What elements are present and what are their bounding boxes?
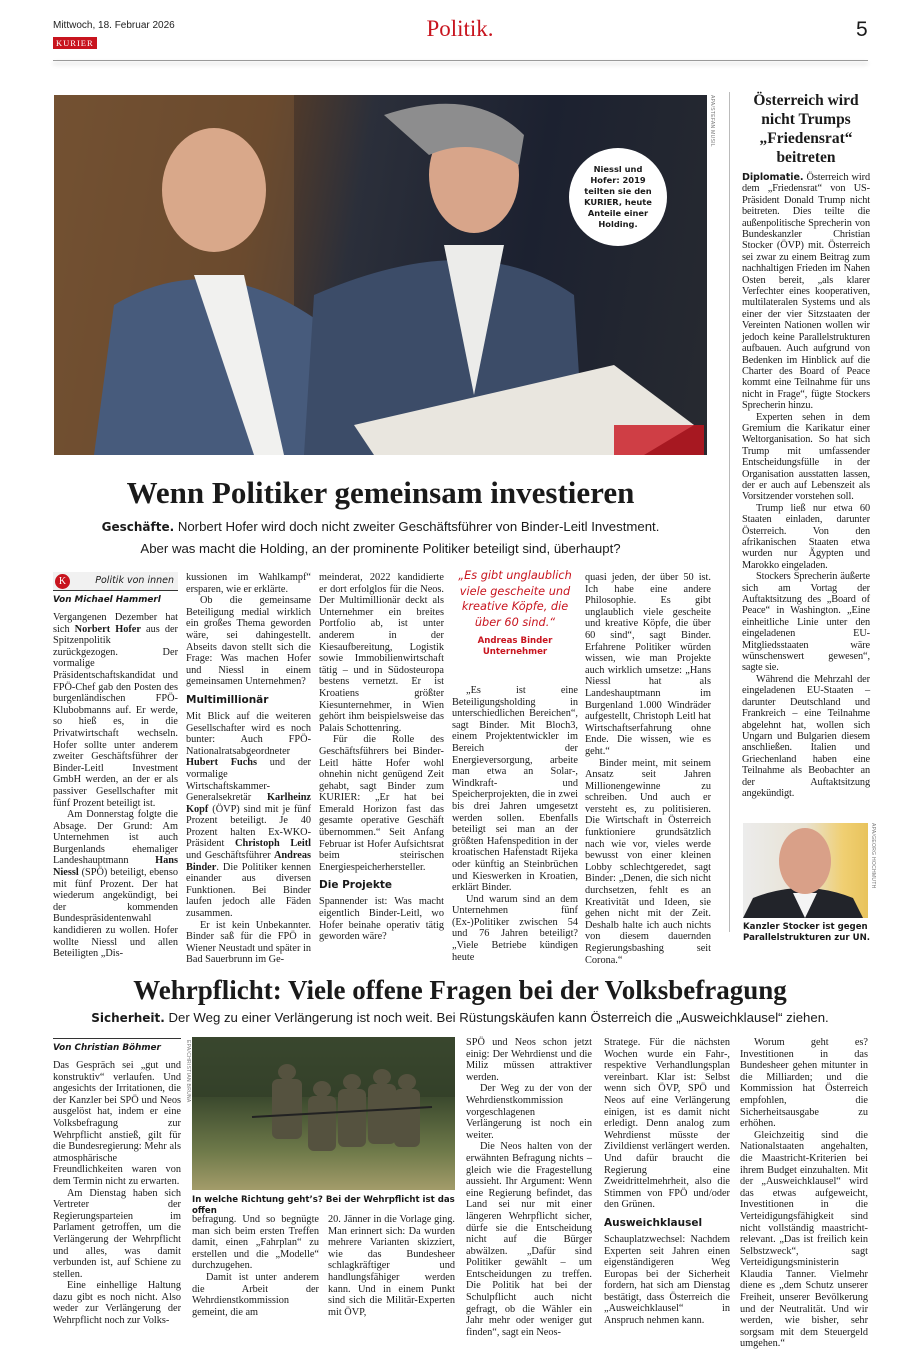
column-text xyxy=(452,685,578,963)
paragraph: Stratege. Für die nächsten Wochen wurde ein Fahr-, respektive Verhandlungsplan vereinbart. Klar ist: Selbst wenn sich ÖVP, SPÖ und Neos auf eine Verlängerung einigen, ist es damit nicht erledigt. Denn analog zum Wehrdienst müsste der Zivildienst verlängert werden. Und dafür braucht die Regierung eine Zweidrittelmehrheit, also die Stimmen von FPÖ und/oder den Grünen. xyxy=(604,1037,730,1211)
photo-bubble-text: Niessl und Hofer: 2019 teilten sie den KURIER, heute Anteile einer Holding. xyxy=(584,164,652,229)
paragraph: Eine einhellige Haltung dazu gibt es noch nicht. Also weder zur Verlängerung der Wehrpflicht noch zur Volks- xyxy=(53,1280,181,1327)
pull-quote-name: Andreas Binder xyxy=(477,636,553,646)
paragraph: Stockers Sprecherin äußerte sich am Vortag der Auftaktsitzung des „Board of Peace“ in Washington. „Eine einheitliche Linie unter den eingeladenen EU-Mitgliedsstaaten wäre wünschenswert gewesen“, sagte sie. xyxy=(742,571,870,674)
portrait-figure xyxy=(743,823,868,918)
second-column-6 xyxy=(740,1037,868,1350)
lead-column-1 xyxy=(53,572,178,960)
paragraph: Damit ist unter anderem die Arbeit der Wehrdienstkommission gemeint, die am xyxy=(192,1271,319,1318)
paragraph: Er ist kein Unbekannter. Binder saß für die FPÖ in Wiener Neustadt und später in Bad Sauerbrunn im Ge- xyxy=(186,919,311,966)
paragraph: Und warum sind an dem Unternehmen fünf (Ex-)Politiker zwischen 54 und 76 Jahren beteiligt? „Viele Betriebe kündigen heute xyxy=(452,893,578,963)
bold-name: Hubert Fuchs xyxy=(186,757,258,769)
paragraph: Während die Mehrzahl der eingeladenen EU-Staaten – darunter Deutschland und Frankreich – eine Teilnahme abgelehnt hat, wollen sich Ungarn und Bulgarien diesem anschließen. Italien und Griechenland haben eine Teilnahme als Beobachter an der Auftaktsitzung angekündigt. xyxy=(742,673,870,799)
kicker: Diplomatie. xyxy=(742,172,804,183)
deck-line-1: Norbert Hofer wird doch nicht zweiter Geschäftsführer von Binder-Leitl Investment. xyxy=(177,519,660,534)
bold-name: Norbert Hofer xyxy=(74,623,141,635)
second-column-2 xyxy=(192,1214,319,1318)
column-text xyxy=(466,1037,592,1338)
paragraph: befragung. Und so begnügte man sich beim ersten Treffen damit, einen „Fahrplan“ zu erstellen und die „Modelle“ durchzugehen. xyxy=(192,1214,319,1272)
column-text xyxy=(585,572,711,966)
paragraph: Trump ließ nur etwa 60 Staaten einladen, darunter Österreich. Von den afrikanischen Staaten etwa wurden nur Ägypten und Marokko eingeladen. xyxy=(742,502,870,571)
byline: Von Christian Böhmer xyxy=(53,1038,181,1054)
column-text xyxy=(186,572,311,966)
paragraph: Spannender ist: Was macht eigentlich Binder-Leitl, wo Hofer beinahe operativ tätig geworden wäre? xyxy=(319,896,444,943)
column-text xyxy=(604,1037,730,1327)
sidebar-text xyxy=(742,172,870,799)
paragraph: Am Donnerstag folgte die Absage. Der Grund: Am Unternehmen ist auch Burgenlands ehemaliger Landeshauptmann Hans Niessl (SPÖ) beteiligt, ebenso mit fünf Prozent. Der hat wiederum angekündigt, bei der kommenden Bundespräsidentenwahl kandidieren zu wollen. Hofer wollte Niessl und allen Beteiligten „Dis- xyxy=(53,809,178,960)
photo-caption: Kanzler Stocker ist gegen Parallelstrukturen zur UN. xyxy=(743,922,871,943)
paragraph: Diplomatie. Österreich wird dem „Friedensrat“ von US-Präsident Donald Trump nicht beitreten. Dies teilte die außenpolitische Sprecherin von Bundeskanzler Christian Stocker (ÖVP) mit. Österreich sei zwar zu einem Beitrag zum nachhaltigen Frieden im Nahen Osten bereit, „als klarer Verfechter eines kooperativen, multilateralen Systems und als einer der vier Sitzstaaten der Vereinten Nationen wollen wir jedoch keine Parallelstrukturen aufbauen. Auch aufgrund von Bedenken im Hinblick auf die Charter des Board of Peace kommt eine Teilnahme für uns nicht in Frage“, fügte Stockers Sprecherin hinzu. xyxy=(742,172,870,412)
photo-credit: APA/GEORG HOCHMUTH xyxy=(870,823,876,889)
byline: Von Michael Hammerl xyxy=(53,595,161,605)
paragraph: Für die Rolle des Geschäftsführers bei Binder-Leitl hätte Hofer wohl ohnehin nicht genügend Zeit gehabt, sagt Binder zum KURIER: „Er hat bei Emerald Horizon fast das gesamte operative Geschäft übernommen.“ Seit Anfang Februar ist Hofer Aufsichtsrat beim steirischen Energiespeicherhersteller. xyxy=(319,734,444,873)
photo-bubble xyxy=(569,148,667,246)
paragraph: kussionen im Wahlkampf“ ersparen, wie er erklärte. xyxy=(186,572,311,595)
paragraph: Am Dienstag haben sich Vertreter der Regierungsparteien im Parlament getroffen, um die Verlängerung der Wehrpflicht und alles, was damit verbunden ist, auf Schiene zu stellen. xyxy=(53,1187,181,1280)
kurier-k-icon: K xyxy=(55,574,70,589)
paragraph: Ob die gemeinsame Beteiligung medial wirklich ein großes Thema geworden wäre, sei dahingestellt. Abseits davon stellt sich die Frage: Was machen Hofer und Niessl in einem gemeinsamen Unternehmen? xyxy=(186,595,311,688)
pull-quote xyxy=(452,568,578,658)
column-text xyxy=(328,1214,455,1318)
paragraph: quasi jeden, der über 50 ist. Ich habe eine andere Philosophie. Es gibt unglaublich viele gescheite und kreative Köpfe, die über 60 sind“, sagt Binder. Erfahrene Politiker würden wissen, wie man Projekte auch wirklich umsetze: „Hans Niessl hat als Landeshauptmann im Burgenland 1.000 Windräder aufgestellt, Christoph Leitl hat Wirtschaftserfahrung ohne Ende. Die wissen, wie es geht.“ xyxy=(585,572,711,757)
second-deck xyxy=(50,1007,870,1029)
pull-quote-text: „Es gibt unglaublich viele gescheite und kreative Köpfe, die über 60 sind.“ xyxy=(458,569,572,629)
second-column-1 xyxy=(53,1038,181,1327)
lead-column-2 xyxy=(186,572,311,966)
paragraph: Schauplatzwechsel: Nachdem Experten seit Jahren einen eigenständigeren Weg Europas bei der Sicherheit fordern, hat sich am Dienstag bestätigt, dass Österreich die „Ausweichklausel“ in Anspruch nehmen kann. xyxy=(604,1233,730,1327)
photo-caption: In welche Richtung geht’s? Bei der Wehrpflicht ist das offen xyxy=(192,1195,455,1216)
paragraph: Mit Blick auf die weiteren Gesellschafter wird es noch bunter: Auch FPÖ-Nationalratsabgeordneter Hubert Fuchs und der vormalige Wirtschaftskammer-Generalsekretär Karlheinz Kopf (ÖVP) sind mit je fünf Prozent beteiligt. Je 40 Prozent halten Ex-WKO-Präsident Christoph Leitl und Geschäftsführer Andreas Binder. Die Politiker kennen einander aus diversen Funktionen. Bei Binder laufen jedoch alle Fäden zusammen. xyxy=(186,710,311,920)
paragraph: Die Neos halten von der erwähnten Befragung nichts – gleich wie die Fragestellung aussieht. Ihr Argument: Wenn eine Regierung befindet, das Land sei nur mit einer längeren Wehrpflicht sicher, dürfe sie die Entscheidung nicht auf die Bürger abwälzen. „Dafür sind Politiker gewählt – um Entscheidungen zu treffen. Die Politik hat bei der Schulpflicht auch nicht gefragt, ob die Wähler ein Jahr mehr oder weniger gut finden“, sagt ein Neos- xyxy=(466,1141,592,1338)
stocker-photo xyxy=(743,823,868,918)
second-headline: Wehrpflicht: Viele offene Fragen bei der Volksbefragung xyxy=(133,975,787,1005)
subheading: Multimillionär xyxy=(186,693,269,706)
photo-credit: EPA/CHRISTIAN BRUNA xyxy=(185,1040,191,1103)
paragraph: meinderat, 2022 kandidierte er dort erfolglos für die Neos. Der Multimillionär deckt als Unternehmer ein breites Portfolio ab, ist unter anderem in der Kiesaufbereitung, Logistik sowie Immobilienwirtschaft tätig – und in Südosteuropa bestens vernetzt. Er ist Kroatiens größter Kiesunternehmer, in Wien gehört ihm beispielsweise das Palais Schottenring. xyxy=(319,572,444,734)
kurier-logo: KURIER xyxy=(53,37,97,49)
soldiers-figures xyxy=(192,1037,455,1190)
paragraph: Experten sehen in dem Gremium die Karikatur einer Weltorganisation. So hat sich Trump mit umfassender Entscheidungsfülle in der Organisation ausstatten lassen, der er auch auf Lebenszeit als Vorsitzender vorstehen soll. xyxy=(742,411,870,503)
lead-headline: Wenn Politiker gemeinsam investieren xyxy=(126,475,635,510)
sidebar-headline: Österreich wird nicht Trumps „Friedensrat“ beitreten xyxy=(753,92,859,166)
subheading: Ausweichklausel xyxy=(604,1216,703,1229)
second-column-4 xyxy=(466,1037,592,1338)
paragraph: „Es ist eine Beteiligungsholding in unterschiedlichen Bereichen“, sagt Binder. Mit Bloch3, einem Projektentwickler im Bereich der Energieversorgung, arbeite man etwa an Solar-, Windkraft- und Speicherprojekten, die in zwei bis drei Jahren umgesetzt werden sollen. Ebenfalls beteiligt sei man an der größten Hafenspedition in der kroatischen Hafenstadt Rijeka oder künftig an Steinbrüchen und Kieswerken in Kroatien, erklärt Binder. xyxy=(452,685,578,894)
paragraph: SPÖ und Neos schon jetzt einig: Der Wehrdienst und die Miliz müssen attraktiver werden. xyxy=(466,1037,592,1083)
paragraph: 20. Jänner in die Vorlage ging. Man erinnert sich: Da wurden mehrere Varianten skizziert, wie das Bundesheer schlagkräftiger und handlungsfähiger werden kann. Und in einem Punkt sind sich die Militär-Experten mit ÖVP, xyxy=(328,1214,455,1318)
bold-name: Karlheinz Kopf xyxy=(186,792,311,815)
pull-quote-role: Unternehmer xyxy=(482,647,548,657)
deck-kicker: Sicherheit. xyxy=(91,1011,165,1025)
deck-kicker: Geschäfte. xyxy=(101,520,175,534)
page-number: 5 xyxy=(856,18,868,41)
header-divider xyxy=(53,60,868,61)
column-text xyxy=(740,1037,868,1350)
column-text xyxy=(319,572,444,943)
paragraph: Vergangenen Dezember hat sich Norbert Hofer aus der Spitzenpolitik zurückgezogen. Der vormalige Präsidentschaftskandidat und FPÖ-Chef gab den Posten des burgenländischen FPÖ-Klubobmanns auf. Er werde, so hieß es, in die Privatwirtschaft wechseln. Hofer sollte unter anderem zweiter Geschäftsführer der Binder-Leitl Investment GmbH werden, an der er als passiver Gesellschafter mit fünf Prozent beteiligt ist. xyxy=(53,612,178,809)
photo-credit: APA/STEFAN MUSIL xyxy=(709,95,715,147)
second-column-3 xyxy=(328,1214,455,1318)
column-tag xyxy=(53,572,178,591)
lead-column-5 xyxy=(585,572,711,966)
deck-line-2: Aber was macht die Holding, an der prominente Politiker beteiligt sind, überhaupt? xyxy=(140,541,621,556)
lead-photo xyxy=(54,95,707,455)
bold-name: Christoph Leitl xyxy=(235,838,311,850)
column-text xyxy=(192,1214,319,1318)
issue-date: Mittwoch, 18. Februar 2026 xyxy=(53,20,175,31)
column-text xyxy=(53,1060,181,1327)
soldiers-photo xyxy=(192,1037,455,1190)
paragraph: Worum geht es? Investitionen in das Bundesheer gehen mitunter in die Milliarden; und die Kommission hat Österreich empfohlen, die Sicherheitsausgabe zu erhöhen. xyxy=(740,1037,868,1130)
bold-name: Andreas Binder xyxy=(186,850,311,873)
second-column-5 xyxy=(604,1037,730,1327)
deck-text: Der Weg zu einer Verlängerung ist noch weit. Bei Rüstungskäufen kann Österreich die „Ausweichklausel“ ziehen. xyxy=(168,1010,829,1025)
lead-column-4 xyxy=(452,568,578,963)
section-title: Politik. xyxy=(426,16,494,41)
paragraph: Gleichzeitig sind die Nationalstaaten angehalten, die Maastricht-Kriterien bei ihrem Budget einzuhalten. Mit der „Ausweichklausel“ wird das etwas aufgeweicht, Investitionen in die Verteidigungsfähigkeit sind nicht vollständig maastricht-relevant. „Das ist freilich kein Selbstzweck“, sagt Verteidigungsministerin Klaudia Tanner. Vielmehr diene es „dem Schutz unserer Freiheit, unserer Bevölkerung und der Neutralität. Und wir werden, wie bisher, sehr sorgsam mit dem Steuergeld umgehen.“ xyxy=(740,1129,868,1350)
column-divider xyxy=(729,92,730,932)
column-text xyxy=(53,612,178,960)
column-text xyxy=(742,172,870,799)
bold-name: Hans Niessl xyxy=(53,855,178,879)
subheading: Die Projekte xyxy=(319,879,393,892)
column-tag-label: Politik von innen xyxy=(95,575,174,587)
paragraph: Binder meint, mit seinem Ansatz seit Jahren Millionengewinne zu schreiben. Und auch er versteht es, zu politisieren. Die Wirtschaft in Österreich funktioniere grundsätzlich nach wie vor, vieles werde bewusst von einer kleinen Lobby schlechtgeredet, sagt Binder: „Denen, die sich nicht durchsetzen, fehlt es an Kreativität und Ideen, sie gehen nicht mit der Zeit. Deshalb halte ich auch nichts von diesem dauernden Regierungsbashing seit Corona.“ xyxy=(585,757,711,966)
lead-column-3 xyxy=(319,572,444,943)
lead-deck xyxy=(54,516,707,560)
paragraph: Das Gespräch sei „gut und konstruktiv“ verlaufen. Und angesichts der Irritationen, die der Kanzler bei SPÖ und Neos ausgelöst hat, indem er eine Volksbefragung zur Wehrpflicht anstieß, gilt für die Bundesregierung: Mehr als atmosphärische Freundlichkeiten waren von dem Termin nicht zu erwarten. xyxy=(53,1060,181,1187)
paragraph: Der Weg zu der von der Wehrdienstkommission vorgeschlagenen Verlängerung ist noch ein weiter. xyxy=(466,1083,592,1141)
